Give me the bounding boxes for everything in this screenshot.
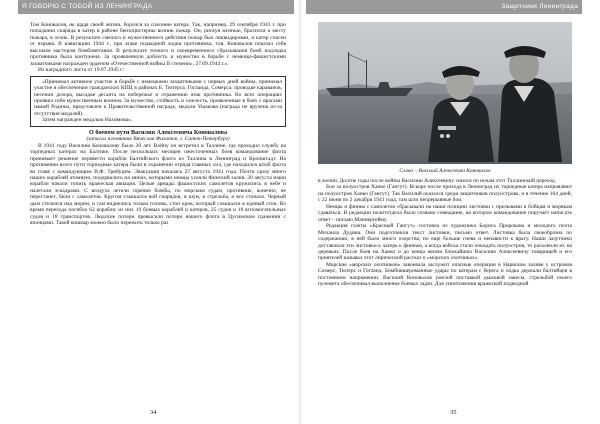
intro-line: Из наградного листа от 19.07.1945 г.: — [38, 67, 125, 74]
left-body-text — [30, 22, 286, 227]
paragraph: Морские «морских охотников» завоевала заслужит опасные операции в Нарвском заливе у островов Сомерс, Тютерс и Гогланд. Бомбившероманные удары по катерам с берега и лодка держали балтийцев в постоянном напряжении. Василий Коновалов умелой поставкой дымовой завесы, стрельбой своего пулемета обеспечивал выполнение боевых задач. Для уничтожения вражеской подводной — [318, 261, 572, 288]
section-subtitle: (записал племянник Вячеслав Филатов, г. Санкт-Петербург) — [86, 136, 230, 143]
page-number-right: 35 — [450, 409, 457, 416]
running-head-right: Защитники Ленинграда — [306, 0, 582, 14]
section-title: О боевом пути Василия Алексеевича Коновалова — [88, 128, 228, 136]
quote-paragraph: Затем награжден медалью Нахимова». — [42, 117, 133, 124]
paragraph: в жизни. Долгие годы после войны Василию Алексеевичу снился по ночам этот Таллинский переход. — [318, 178, 557, 184]
running-head-left: Я ГОВОРЮ С ТОБОЙ ИЗ ЛЕНИНГРАДА — [18, 0, 294, 14]
paragraph: Бои за полуостров Ханко (Гангут). Вскоре после прихода в Ленинград их торпедные катера направляют на полуостров Ханко (Гангут). Так Василий оказался среди защитников полуострова, и в течение 164 дней, с 22 июня по 2 декабря 1941 года, там шли непрерывные бои. — [318, 184, 572, 204]
right-page — [300, 0, 600, 424]
page-number-left: 34 — [150, 409, 157, 416]
quote-paragraph: «Принимал активное участие в борьбе с немецкими захватчиками с первых дней войны, принимал участие в обеспечении гражданских КПЦ в районах Б. Тютерса, Гогланда, Сомерса, проводке караванов, несении дозора, высадке десанта на побережье и отражению атак противника. Во всех операциях проявил себя мужественным воином. За мужество, стойкость и смелость, проявленные в боях с врагами нашей Родины, представлен к Правительственной награде, медали Ушакова (награда не вручена из-за отсутствия медалей). — [34, 78, 282, 117]
paragraph: В 1941 году Василию Коновалову было 20 лет. Войну он встретил в Таллине, где проходил службу на торпедных катерах на Балтике. После нескольких месяцев ожесточенных боев командование флота принимает решение перевести корабли Балтийского флота из Таллина в Ленинград и Кронштадт. На протяжении всего пути торпедные катера были в охранении отряда главных сил, где находился штаб флота во главе с командующим В.Ф. Трибуцем. Эвакуация началась 27 августа 1941 года. Почти сразу много наших кораблей атомную, подорвались на минах, которыми немцы усеяли Финский залив. 30 августа наши корабли начали топить вражеская авиация. Целые армады фашистских самолетов кружились в небе и налетали эскадрами. С воздуха летели горячие бомбы, по морским судам, противник, конечно, не перестанет, били с самолетов. Кругом слышался вой снарядов, и шум, и стрельба, и все стонало. Черный дым стелился над морем, и там виднелись только головы, стон крик, который слышался в единый стон. Во время перехода погибло 62 корабля: из них 19 боевых кораблей и катеров, 25 судов и 18 вспомогательных судов и 18 транспортов. Людские потери превысили потери нашего флота в Цусимском сражении с японцами. Такой кошмар можно было пережить только раз — [30, 142, 286, 227]
paragraph: Немцы и финны с самолетов сбрасывали на наши позиции листовки с призывами к бойцам и морякам сдаваться. В редакции политотдела было созвано совещание, на котором командование поручает написать ответ – письмо Маннергейму. — [318, 203, 572, 223]
award-quote-box — [30, 76, 286, 127]
right-body-text — [318, 178, 572, 288]
paragraph: Редакция газеты «Красный Гангут» состояла из художника Бориса Пророкова и молодого поэта Михаила Дудина. Они подготовили текст листовки, письмо ответ. Листовка была своеобразна по содержанию, в ней было много озорства, но еще больше гнева и ненависти к врагу. Наши лазутчики доставляли эти листовки к лагерь к финнам, а когда войска стали покидать полуостров, то расклеили их на деревьях. После боев на Ханко и до конца жизни ближайших Василию Алексеевичу товарищей и его приятелей называл этот лирический рассказ о «морских охотниках». — [318, 223, 572, 262]
paragraph: Том Коновалов, не щадя своей жизни, боролся за спасение катера. Так, например, 29 сентября 1943 г. при попадании снаряда в катер в районе бензоцистерны возник пожар. Он, рискуя жизнью, бросился к месту пожара, в огонь. В результате смелого и мужественного действия пожар был ликвидирован, и катер спасен от взрыва. В навигацию 1944 г., при атаке подводной лодки противника, тов. Коновалов показал себя высоким мастером бомбометания. В результате точного и своевременного сбрасывания бомб подлодка противника была контужена. За проявленную доблесть и мужество в борьбе с немецко-фашистскими захватчиками награжден орденом «Отечественной войны II степени», 27.09.1944 г.». — [30, 22, 286, 67]
photo-sailors — [318, 22, 572, 164]
photo-caption: Слева – Василий Алексеевич Коновалов — [399, 168, 491, 174]
